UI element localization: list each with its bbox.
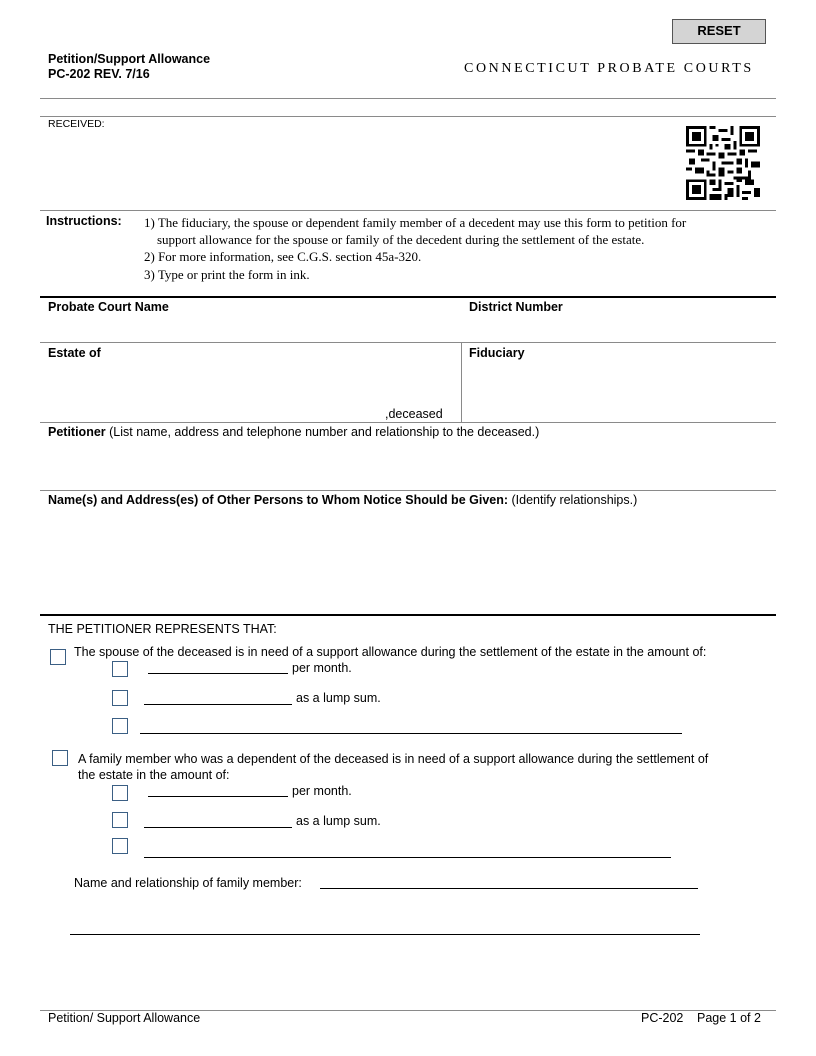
instruction-1-cont: support allowance for the spouse or family of the decedent during the settlement of the estate. — [157, 232, 645, 247]
family-text-1: A family member who was a dependent of the deceased is in need of a support allowance during the settlement of — [78, 752, 709, 766]
instruction-3: 3) Type or print the form in ink. — [144, 267, 310, 282]
family-member-checkbox[interactable] — [52, 750, 68, 766]
family-text-2: the estate in the amount of: — [78, 768, 230, 782]
footer-page-number: Page 1 of 2 — [697, 1011, 761, 1025]
spouse-per-month-checkbox[interactable] — [112, 661, 128, 677]
instructions-top-divider — [40, 210, 776, 211]
spouse-per-month-label: per month. — [292, 661, 352, 675]
instructions-label: Instructions: — [46, 214, 122, 228]
family-lump-sum-line[interactable] — [144, 827, 292, 828]
received-label: RECEIVED: — [48, 118, 105, 130]
family-other-checkbox[interactable] — [112, 838, 128, 854]
notice-hint: (Identify relationships.) — [508, 493, 638, 507]
represents-divider — [40, 614, 776, 616]
deceased-suffix: ,deceased — [385, 407, 443, 421]
family-per-month-label: per month. — [292, 784, 352, 798]
footer-title: Petition/ Support Allowance — [48, 1011, 201, 1025]
family-member-name-label: Name and relationship of family member: — [74, 876, 302, 890]
footer-form-code: PC-202 — [641, 1011, 684, 1025]
family-lump-sum-checkbox[interactable] — [112, 812, 128, 828]
probate-court-name-label[interactable]: Probate Court Name — [48, 300, 169, 314]
court-row-divider — [40, 342, 776, 343]
family-member-name-line[interactable] — [320, 888, 698, 889]
family-per-month-checkbox[interactable] — [112, 785, 128, 801]
district-number-label[interactable]: District Number — [469, 300, 563, 314]
instruction-2: 2) For more information, see C.G.S. section 45a-320. — [144, 249, 422, 264]
qr-code-icon — [686, 126, 760, 200]
notice-label: Name(s) and Address(es) of Other Persons to Whom Notice Should be Given: — [48, 493, 509, 507]
family-per-month-line[interactable] — [148, 796, 288, 797]
petitioner-label: Petitioner — [48, 425, 106, 439]
petitioner-hint: (List name, address and telephone number and relationship to the deceased.) — [105, 425, 540, 439]
received-top-divider — [40, 116, 776, 117]
header-divider — [40, 98, 776, 99]
court-name: CONNECTICUT PROBATE COURTS — [464, 61, 754, 76]
represents-heading: THE PETITIONER REPRESENTS THAT: — [48, 622, 277, 636]
spouse-lump-sum-label: as a lump sum. — [296, 691, 381, 705]
form-number: PC-202 REV. 7/16 — [48, 67, 150, 81]
estate-row-divider — [40, 422, 776, 423]
spouse-other-line[interactable] — [140, 733, 682, 734]
spouse-lump-sum-checkbox[interactable] — [112, 690, 128, 706]
spouse-per-month-line[interactable] — [148, 673, 288, 674]
instruction-1: 1) The fiduciary, the spouse or dependent family member of a decedent may use this form to petition for — [144, 215, 687, 230]
family-other-line[interactable] — [144, 857, 671, 858]
estate-fiduciary-divider — [461, 342, 462, 422]
petitioner-field[interactable] — [48, 425, 539, 439]
fiduciary-label[interactable]: Fiduciary — [469, 346, 525, 360]
spouse-lump-sum-line[interactable] — [144, 704, 292, 705]
spouse-other-checkbox[interactable] — [112, 718, 128, 734]
family-lump-sum-label: as a lump sum. — [296, 814, 381, 828]
spouse-checkbox[interactable] — [50, 649, 66, 665]
form-title: Petition/Support Allowance — [48, 52, 211, 66]
estate-of-label[interactable]: Estate of — [48, 346, 101, 360]
family-member-extra-line[interactable] — [70, 934, 700, 935]
petitioner-row-divider — [40, 490, 776, 491]
section-divider-top — [40, 296, 776, 298]
spouse-text: The spouse of the deceased is in need of a support allowance during the settlement of the estate in the amount of: — [74, 645, 707, 659]
notice-persons-field[interactable] — [48, 493, 637, 507]
reset-button[interactable]: RESET — [672, 19, 766, 44]
